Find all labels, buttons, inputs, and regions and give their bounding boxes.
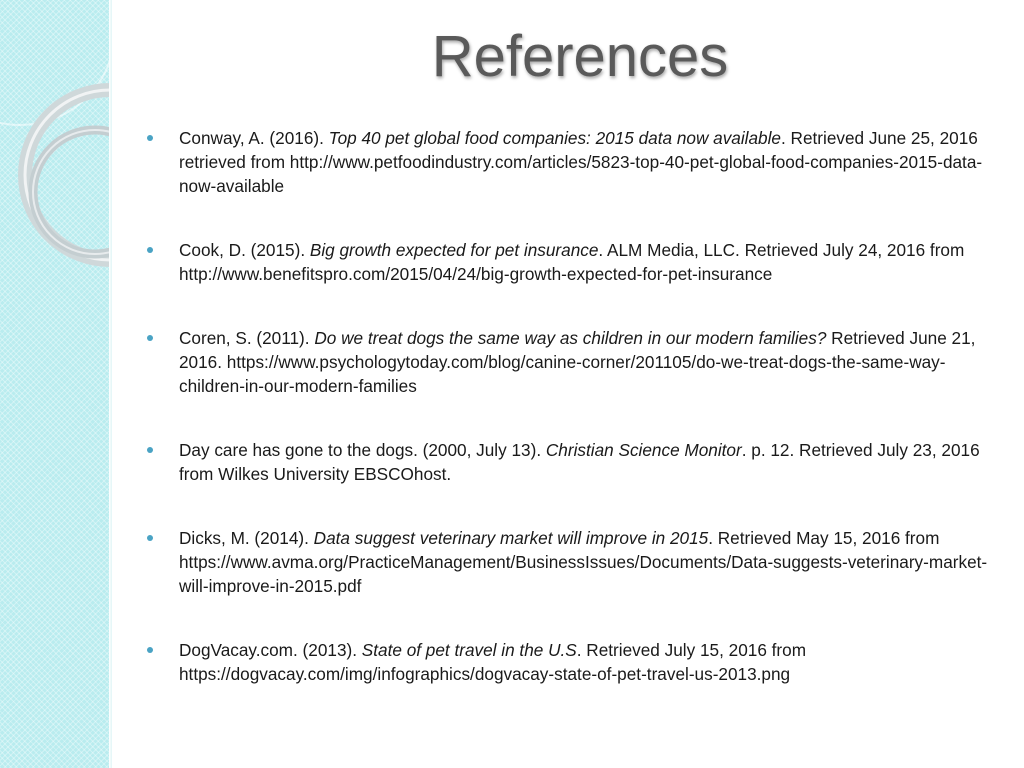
reference-item (140, 326, 1000, 398)
reference-title: Data suggest veterinary market will improve in 2015 (313, 528, 709, 548)
reference-source: Retrieved June 21, 2016. https://www.psychologytoday.com/blog/canine-corner/201105/do-we-treat-dogs-the-same-way-children-in-our-modern-families (179, 328, 976, 396)
reference-source: . ALM Media, LLC. Retrieved July 24, 2016 from http://www.benefitspro.com/2015/04/24/big-growth-expected-for-pet-insurance (179, 240, 965, 284)
reference-title: Do we treat dogs the same way as children in our modern families? (314, 328, 827, 348)
sidebar-divider (109, 0, 112, 768)
reference-item (140, 438, 1000, 486)
reference-author: Dicks, M. (2014). (179, 528, 314, 548)
reference-source: . Retrieved June 25, 2016 retrieved from http://www.petfoodindustry.com/articles/5823-top-40-pet-global-food-companies-2015-data-now-available (179, 128, 983, 196)
reference-title: Big growth expected for pet insurance (309, 240, 599, 260)
reference-source: . Retrieved May 15, 2016 from https://www.avma.org/PracticeManagement/BusinessIssues/Documents/Data-suggests-veterinary-market-will-improve-in-2015.pdf (179, 528, 988, 596)
reference-item (140, 238, 1000, 286)
decorative-sidebar (0, 0, 112, 768)
round-bullet-icon (147, 135, 153, 141)
reference-source: . Retrieved July 15, 2016 from https://dogvacay.com/img/infographics/dogvacay-state-of-pet-travel-us-2013.png (179, 640, 807, 684)
reference-source: . p. 12. Retrieved July 23, 2016 from Wilkes University EBSCOhost. (179, 440, 980, 484)
round-bullet-icon (147, 535, 153, 541)
reference-author: Conway, A. (2016). (179, 128, 329, 148)
reference-author: Coren, S. (2011). (179, 328, 315, 348)
reference-title: State of pet travel in the U.S (361, 640, 577, 660)
reference-title: Top 40 pet global food companies: 2015 data now available (328, 128, 781, 148)
reference-item (140, 638, 1000, 686)
round-bullet-icon (147, 647, 153, 653)
slide-title: References (431, 24, 729, 89)
reference-author: DogVacay.com. (2013). (179, 640, 362, 660)
round-bullet-icon (147, 247, 153, 253)
reference-list (140, 126, 1000, 686)
round-bullet-icon (147, 447, 153, 453)
reference-title: Christian Science Monitor (545, 440, 742, 460)
reference-item (140, 526, 1000, 598)
reference-item (140, 126, 1000, 198)
round-bullet-icon (147, 335, 153, 341)
reference-author: Day care has gone to the dogs. (2000, July 13). (179, 440, 546, 460)
reference-author: Cook, D. (2015). (179, 240, 310, 260)
decorative-rings-icon (0, 0, 112, 768)
